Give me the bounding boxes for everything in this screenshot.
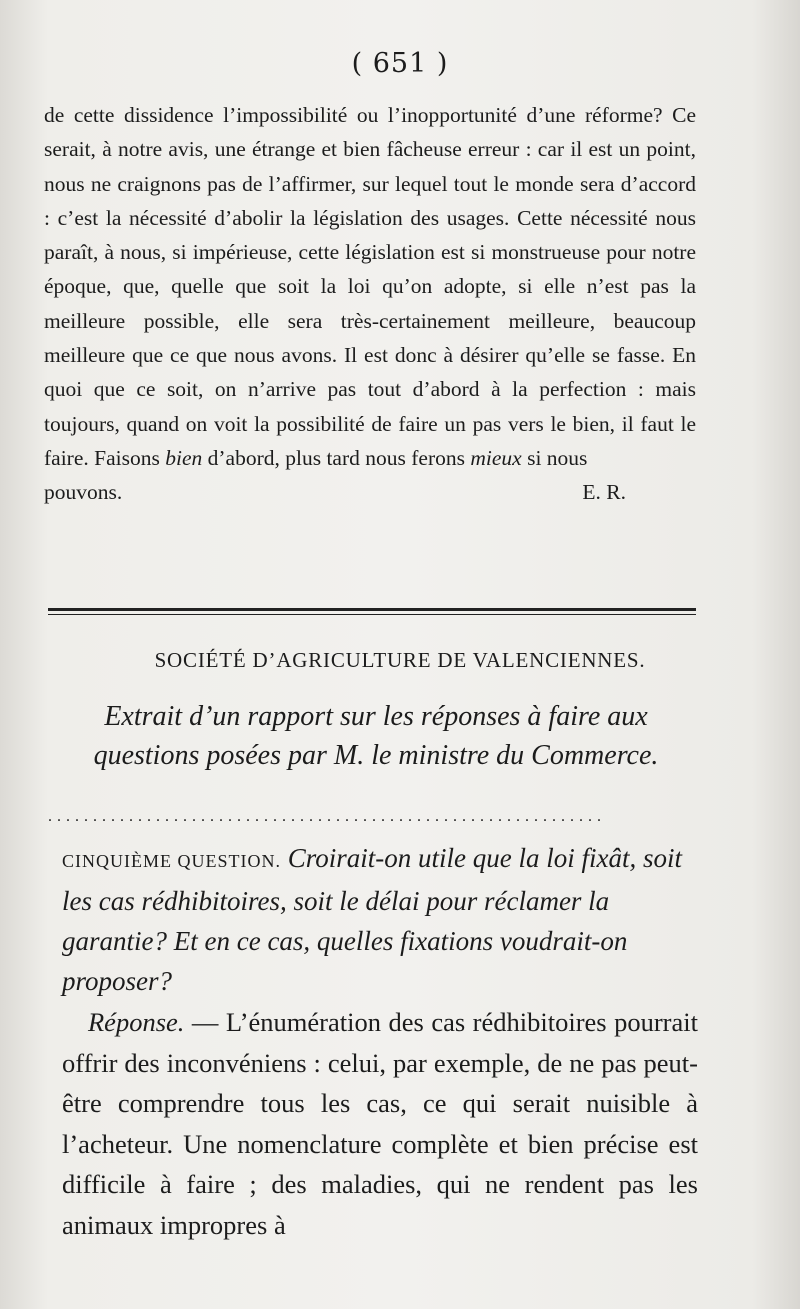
emphasis-bien: bien [165, 445, 203, 470]
section-heading: SOCIÉTÉ D’AGRICULTURE DE VALENCIENNES. [154, 648, 646, 672]
question-text: Croirait-on utile que la loi fixât, soit les cas rédhibitoires, soit le délai pour réclamer la garantie? Et en ce cas, quelles fixations voudrait-on proposer? [62, 843, 682, 996]
emphasis-mieux: mieux [470, 445, 522, 470]
answer-label: Réponse. [88, 1007, 185, 1037]
section-subtitle: Extrait d’un rapport sur les réponses à faire aux questions posées par M. le ministre du Commerce. [93, 701, 659, 771]
question-label: CINQUIÈME QUESTION. [62, 851, 281, 871]
closing-paragraph [44, 98, 696, 510]
page-number: ( 651 ) [351, 48, 449, 79]
section-divider [48, 608, 696, 615]
answer-text: — L’énumération des cas rédhibitoires pourrait offrir des inconvéniens : celui, par exemple, de ne pas peut-être comprendre tous les cas, ce qui serait nuisible à l’acheteur. Une nomenclature complète et bien précise est difficile à faire ; des maladies, qui ne rendent pas les animaux impropres à [62, 1007, 698, 1240]
dotted-separator: .............................................................. [48, 808, 606, 825]
paragraph-text-b: d’abord, plus tard nous ferons [207, 445, 465, 470]
answer-block [62, 1002, 698, 1245]
signature-line [44, 475, 696, 509]
paragraph-text-c: si nous [527, 445, 588, 470]
last-word: pouvons. [44, 480, 123, 505]
paragraph-text: de cette dissidence l’impossibilité ou l’inopportunité d’une réforme? Ce serait, à notre avis, une étrange et bien fâcheuse erreur : car il est un point, nous ne craignons pas de l’affirmer, sur lequel tout le monde sera d’accord : c’est la nécessité d’abolir la législation des usages. Cette nécessité nous paraît, à nous, si impérieuse, cette législation est si monstrueuse pour notre époque, que, quelle que soit la loi qu’on adopte, si elle n’est pas la meilleure possible, elle sera très-certainement meilleure, beaucoup meilleure que ce que nous avons. Il est donc à désirer qu’elle se fasse. En quoi que ce soit, on n’arrive pas tout d’abord à la perfection : mais toujours, quand on voit la possibilité de faire un pas vers le bien, il faut le faire. Faisons [44, 103, 696, 470]
question-block [62, 838, 698, 1001]
author-signature: E. R. [582, 480, 626, 505]
